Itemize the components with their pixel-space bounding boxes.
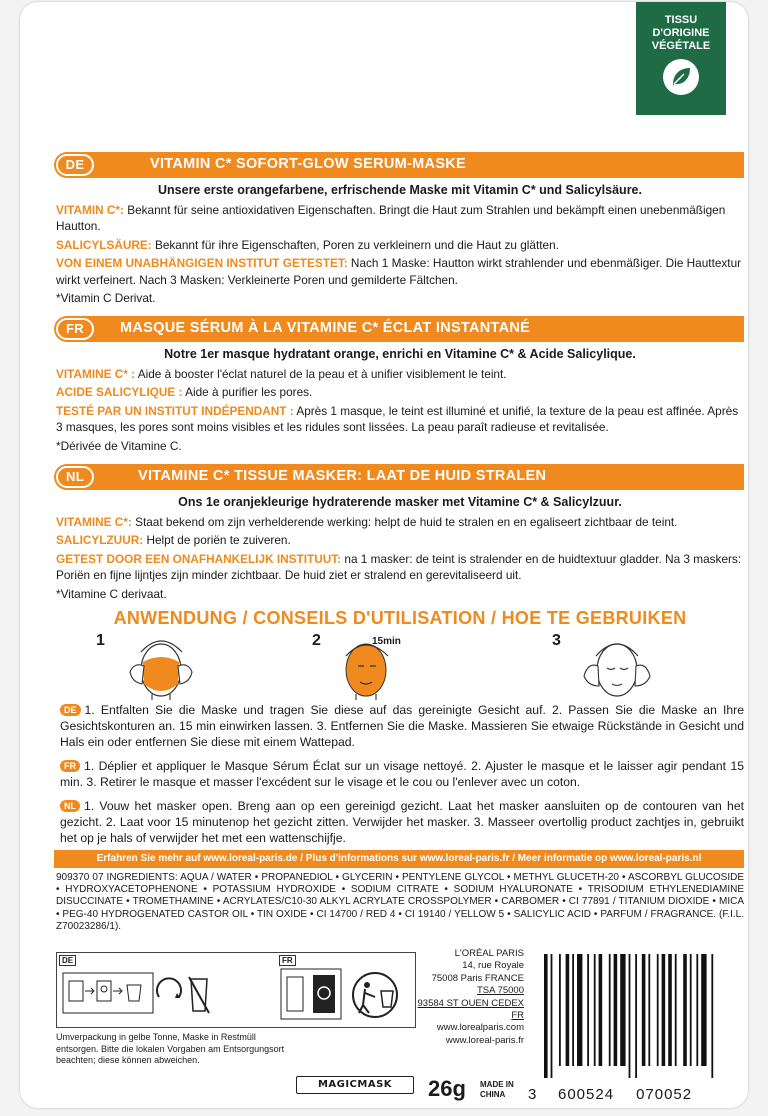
address-line: 14, rue Royale <box>462 960 524 972</box>
recycling-note: Umverpackung in gelbe Tonne, Maske in Restmüll entsorgen. Bitte die lokalen Vorgaben am Entsorgungsort beachten; diese können abweichen. <box>56 1032 285 1065</box>
para-text: Bekannt für ihre Eigenschaften, Poren zu verkleinern und die Haut zu glätten. <box>151 237 559 252</box>
timer-label: 15min <box>372 636 401 647</box>
instructions-nl-text: 1. Vouw het masker open. Breng aan op een gereinigd gezicht. Laat het masker aansluiten op de contouren van het gezicht. 2. Laat voor 15 minutenop het gezicht zitten. Verwijder het masker. 3. Masseer overtollig product zachtjes in, gebruikt het op je hals of verwijder het met een wattenschijfje. <box>60 799 744 845</box>
barcode-bar <box>544 954 548 1078</box>
title-nl: VITAMINE C* TISSUE MASKER: LAAT DE HUID STRALEN <box>138 468 547 484</box>
footnote-de: *Vitamin C Derivat. <box>56 291 156 305</box>
magicmask-logo: MAGICMASK <box>296 1076 414 1094</box>
address-line: L'ORÉAL PARIS <box>454 948 524 959</box>
para-text: na 1 masker: de teint is stralender en de huidtextuur gladder. Na 3 maskers: Poriën en fijne lijntjes zijn minder zichtbaar. De huid ziet er stralend en gerevitaliseerd uit. <box>56 551 742 582</box>
para-de-3 <box>56 255 744 288</box>
instructions-de-text: 1. Entfalten Sie die Maske und tragen Sie diese auf das gereinigte Gesicht auf. 2. Passen Sie die Maske an Ihre Gesichtskonturen an. 15 min einwirken lassen. 3. Entfernen Sie die Maske. Massieren Sie etwaige Rückstände in Gesicht und Hals ein oder entfernen Sie diese mit einem Wattepad. <box>60 703 744 749</box>
lang-pill-nl: NL <box>60 800 80 812</box>
barcode-bar <box>675 954 677 1066</box>
para-nl-3 <box>56 551 744 584</box>
barcode-lead-digit: 3 <box>528 1086 537 1103</box>
para-de-2 <box>56 237 744 254</box>
footnote-fr: *Dérivée de Vitamine C. <box>56 438 182 453</box>
barcode-bar <box>559 954 561 1066</box>
para-text: Aide à booster l'éclat naturel de la peau et à unifier visiblement le teint. <box>135 366 507 381</box>
keyword: SALICYLSÄURE: <box>56 237 152 252</box>
origin-line: MADE IN <box>480 1080 514 1089</box>
lead-de: Unsere erste orangefarbene, erfrischende Maske mit Vitamin C* und Salicylsäure. <box>158 183 642 197</box>
barcode-bar <box>629 954 631 1078</box>
address-line: 75008 Paris FRANCE <box>431 972 524 984</box>
barcode-bar <box>696 954 698 1066</box>
instructions-de <box>60 702 744 750</box>
para-text: Bekannt für seine antioxidativen Eigenschaften. Bringt die Haut zum Strahlen und bekämpft einen unebenmäßigen Hautton. <box>56 202 726 233</box>
recycling-tag-de: DE <box>59 955 76 966</box>
text-block-fr <box>56 346 744 456</box>
barcode-bar <box>690 954 692 1066</box>
instructions-fr-text: 1. Déplier et appliquer le Masque Sérum Éclat sur un visage nettoyé. 2. Ajuster le masque et le laisser agir pendant 15 min. 3. Retirer le masque et masser l'excédent sur le visage et le cou ou l'enlever avec un coton. <box>60 759 744 789</box>
badge-line-2: D'ORIGINE <box>652 27 710 39</box>
para-fr-1 <box>56 366 744 383</box>
instructions-nl <box>60 798 744 846</box>
keyword: VON EINEM UNABHÄNGIGEN INSTITUT GETESTET: <box>56 256 348 270</box>
barcode-bar <box>577 954 582 1066</box>
keyword: GETEST DOOR EEN ONAFHANKELIJK INSTITUUT: <box>56 551 342 566</box>
lang-code-de: DE <box>56 154 94 176</box>
step-1-number: 1 <box>96 632 105 649</box>
barcode-bar <box>711 954 713 1078</box>
para-text: Aide à purifier les pores. <box>182 385 313 399</box>
leaf-icon <box>663 59 699 95</box>
keyword: VITAMINE C*: <box>56 514 132 529</box>
para-text: Staat bekend om zijn verhelderende werking: helpt de huid te stralen en en egaliseert zichtbaar de teint. <box>131 514 678 529</box>
para-fr-3 <box>56 403 744 436</box>
para-text: Helpt de poriën te zuiveren. <box>143 533 291 547</box>
recycling-tag-fr: FR <box>279 955 296 966</box>
barcode-bar <box>551 954 553 1078</box>
lead-nl: Ons 1e oranjekleurige hydraterende masker met Vitamine C* & Salicylzuur. <box>178 495 622 509</box>
lang-pill-de: DE <box>60 704 81 716</box>
origin-line: CHINA <box>480 1090 506 1099</box>
section-header-de <box>54 152 744 178</box>
barcode-digits <box>558 1086 714 1103</box>
barcode-bar <box>566 954 570 1066</box>
lang-code-nl: NL <box>56 466 94 488</box>
barcode-bar <box>599 954 603 1066</box>
manufacturer-address <box>414 948 524 1047</box>
para-nl-1 <box>56 514 744 531</box>
instructions-fr <box>60 758 744 790</box>
barcode-bar <box>620 954 625 1066</box>
barcode-bar <box>642 954 646 1066</box>
barcode-group-1: 600524 <box>558 1086 615 1103</box>
barcode-bar <box>657 954 659 1066</box>
address-line: www.loreal-paris.fr <box>445 1034 524 1046</box>
para-nl-2 <box>56 532 744 549</box>
para-fr-2 <box>56 384 744 401</box>
footnote-nl: *Vitamine C derivaat. <box>56 586 167 601</box>
recycling-box <box>56 952 416 1028</box>
keyword: VITAMINE C* : <box>56 366 136 381</box>
barcode-bar <box>701 954 706 1066</box>
address-line: 93584 ST OUEN CEDEX FR <box>417 997 524 1022</box>
barcode-bar <box>614 954 618 1066</box>
ingredients-list: 909370 07 INGREDIENTS: AQUA / WATER • PROPANEDIOL • GLYCERIN • PENTYLENE GLYCOL • METHYL GLUCETH-20 • ASCORBYL GLUCOSIDE • HYDROXYACETOPHENONE • POTASSIUM HYDROXIDE • SODIUM CITRATE • SODIUM HYALURONATE • TRISODIUM ETHYLENEDIAMINE DISUCCINATE • TROMETHAMINE • ACRYLATES/C10-30 ALKYL ACRYLATE CROSSPOLYMER • CARBOMER • CI 77891 / TITANIUM DIOXIDE • MICA • PEG-40 HYDROGENATED CASTOR OIL • TIN OXIDE • CI 14700 / RED 4 • CI 19140 / YELLOW 5 • SALICYLIC ACID • PARFUM / FRAGRANCE. (F.I.L. Z70023286/1). <box>56 872 744 932</box>
origin-label <box>480 1080 514 1100</box>
section-header-nl <box>54 464 744 490</box>
title-de: VITAMIN C* SOFORT-GLOW SERUM-MASKE <box>150 156 467 172</box>
barcode <box>540 954 736 1078</box>
title-fr: MASQUE SÉRUM À LA VITAMINE C* ÉCLAT INSTANTANÉ <box>120 320 531 336</box>
barcode-bar <box>594 954 596 1066</box>
barcode-bar <box>683 954 687 1066</box>
plant-origin-badge <box>636 2 726 115</box>
barcode-bar <box>648 954 650 1066</box>
para-text: Après 1 masque, le teint est illuminé et unifié, la texture de la peau est affinée. Après 3 masques, les pores sont moins visibles et les ridules sont lissées. La peau paraît radieuse et revitalisée. <box>56 403 739 434</box>
usage-title: ANWENDUNG / CONSEILS D'UTILISATION / HOE TE GEBRUIKEN <box>113 608 687 628</box>
barcode-bar <box>609 954 611 1066</box>
address-line: TSA 75000 <box>476 985 524 997</box>
barcode-bar <box>587 954 589 1066</box>
step-3-number: 3 <box>552 632 561 649</box>
badge-line-1: TISSU <box>664 14 698 26</box>
badge-line-3: VÉGÉTALE <box>651 40 711 52</box>
lead-fr: Notre 1er masque hydratant orange, enrichi en Vitamine C* & Acide Salicylique. <box>164 347 636 361</box>
keyword: VITAMIN C*: <box>56 202 124 217</box>
text-block-de <box>56 182 744 309</box>
keyword: ACIDE SALICYLIQUE : <box>56 385 183 399</box>
para-de-1 <box>56 202 744 235</box>
step-1-illustration <box>116 632 206 702</box>
address-line: www.lorealparis.com <box>436 1022 524 1034</box>
lang-code-fr: FR <box>56 318 94 340</box>
step-3-illustration <box>572 630 662 702</box>
keyword: SALICYLZUUR: <box>56 533 144 547</box>
net-weight: 26g <box>428 1076 466 1101</box>
text-block-nl <box>56 494 744 604</box>
keyword: TESTÉ PAR UN INSTITUT INDÉPENDANT : <box>56 403 294 418</box>
product-package-back <box>20 2 748 1108</box>
barcode-bar <box>662 954 666 1066</box>
website-bar: Erfahren Sie mehr auf www.loreal-paris.de / Plus d'informations sur www.loreal-paris.fr / Meer informatie op www.loreal-paris.nl <box>54 850 744 868</box>
recycling-pictograms-icon <box>61 967 211 1023</box>
triman-pictograms-icon <box>279 967 413 1023</box>
para-text: Nach 1 Maske: Hautton wirkt strahlender und ebenmäßiger. Die Hauttextur wirkt verfeinert. Nach 3 Masken: Verkleinerte Poren und gemilderte Fältchen. <box>56 256 742 287</box>
barcode-bar <box>668 954 672 1066</box>
section-header-fr <box>54 316 744 342</box>
barcode-bar <box>572 954 574 1066</box>
lang-pill-fr: FR <box>60 760 80 772</box>
barcode-bar <box>635 954 637 1078</box>
barcode-group-2: 070052 <box>636 1086 693 1103</box>
step-2-number: 2 <box>312 632 321 649</box>
